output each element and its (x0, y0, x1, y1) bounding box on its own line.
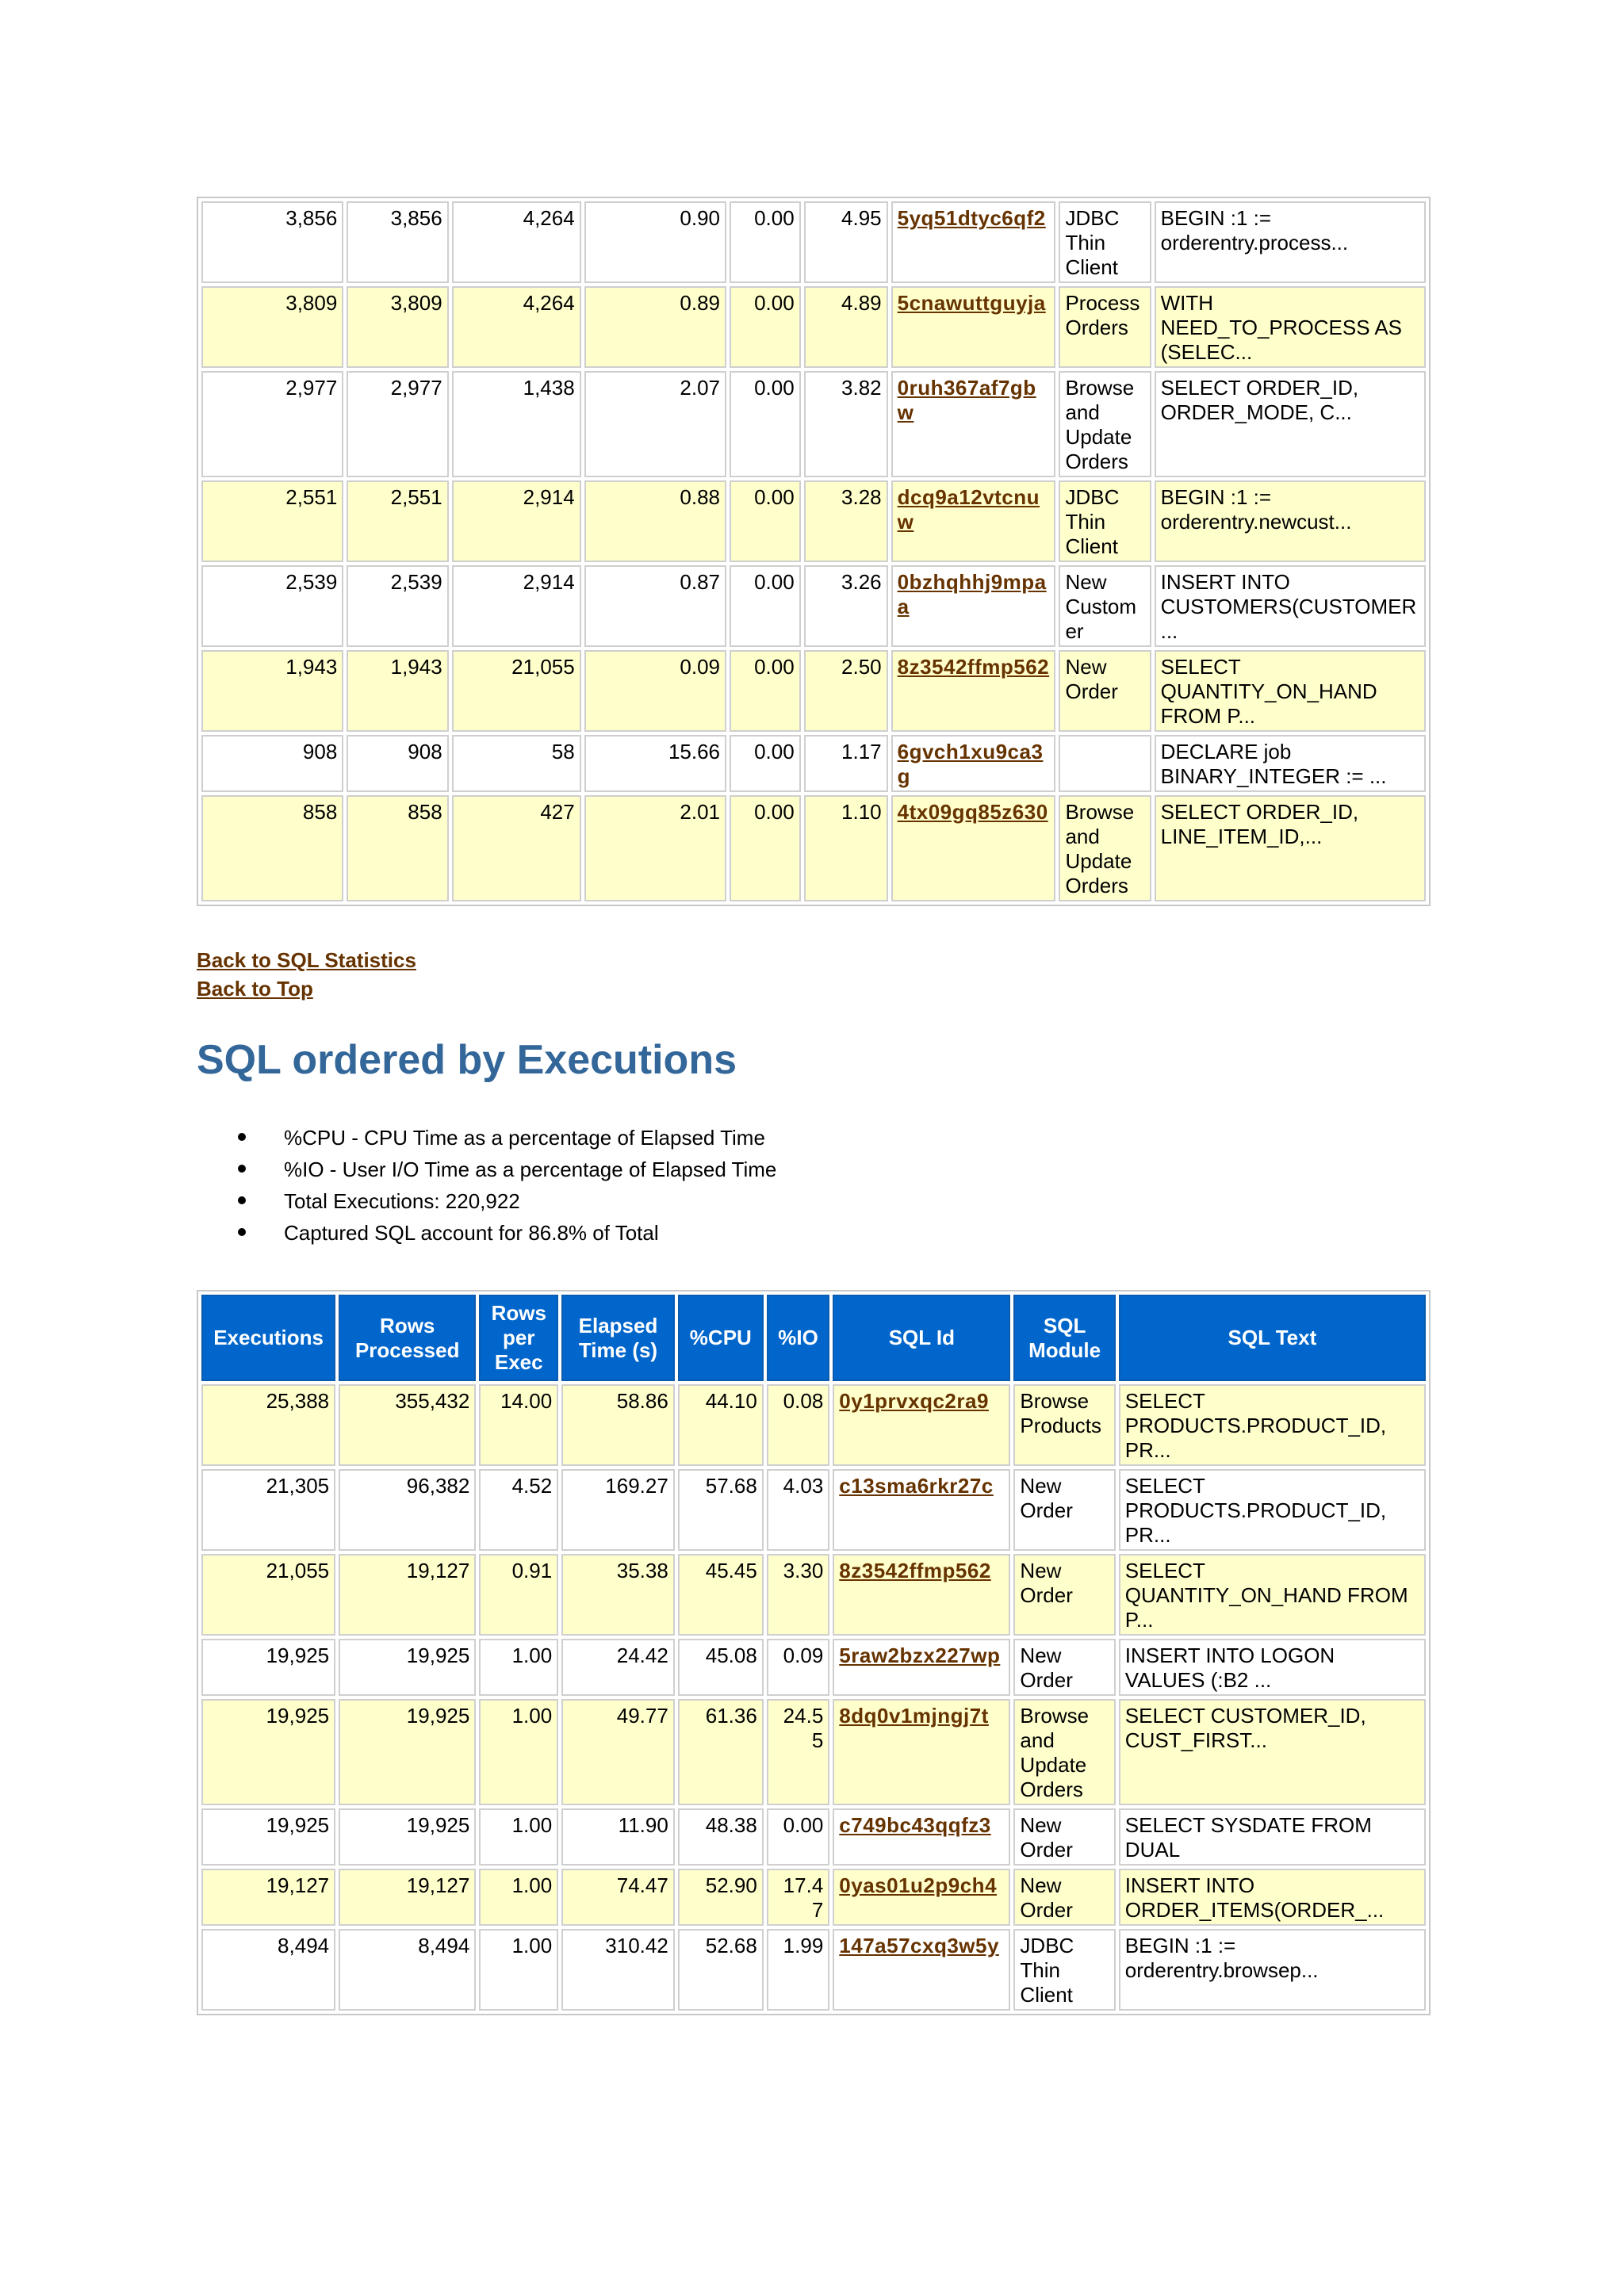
rows-processed-cell: 19,127 (339, 1869, 476, 1926)
executions-cell: 21,055 (201, 1554, 335, 1636)
table-row (201, 735, 1426, 792)
executions-cell: 19,925 (201, 1808, 335, 1866)
table-row (201, 1469, 1426, 1551)
sql-module-cell: Browse and Update Orders (1059, 795, 1151, 901)
io-cell: 0.08 (767, 1384, 829, 1466)
table-row (201, 1929, 1426, 2011)
sql-id-cell (833, 1699, 1010, 1805)
table-cell: 0.87 (584, 565, 726, 647)
table-cell: 1,943 (201, 650, 343, 732)
table-cell: 3.82 (804, 371, 888, 477)
sql-module-cell: Process Orders (1059, 286, 1151, 368)
sql-id-cell (833, 1384, 1010, 1466)
list-item: %IO - User I/O Time as a percentage of Elapsed Time (284, 1154, 1431, 1185)
table-cell: 58 (452, 735, 581, 792)
executions-cell: 25,388 (201, 1384, 335, 1466)
table-cell: 858 (201, 795, 343, 901)
header-row (201, 1295, 1426, 1381)
io-cell: 1.99 (767, 1929, 829, 2011)
sql-text-cell: BEGIN :1 := orderentry.process... (1155, 201, 1426, 283)
rows-processed-cell: 19,925 (339, 1639, 476, 1696)
sql-id-cell (891, 286, 1056, 368)
table-header (201, 1295, 1426, 1381)
sql-id-cell (833, 1554, 1010, 1636)
table-row (201, 201, 1426, 283)
elapsed-cell: 310.42 (561, 1929, 675, 2011)
table-cell: 0.90 (584, 201, 726, 283)
sql-id-cell (891, 201, 1056, 283)
sql-text-cell: SELECT PRODUCTS.PRODUCT_ID, PR... (1119, 1469, 1426, 1551)
back-to-top-link[interactable]: Back to Top (197, 977, 313, 1001)
table-cell: 4,264 (452, 201, 581, 283)
header-rows-processed[interactable]: Rows Processed (339, 1295, 476, 1381)
sql-id-cell (891, 650, 1056, 732)
sql-text-cell: WITH NEED_TO_PROCESS AS (SELEC... (1155, 286, 1426, 368)
sql-by-executions-table (197, 1290, 1431, 2015)
table-cell: 4.95 (804, 201, 888, 283)
sql-module-cell: New Order (1013, 1639, 1115, 1696)
table-cell: 2.01 (584, 795, 726, 901)
sql-text-cell: SELECT QUANTITY_ON_HAND FROM P... (1155, 650, 1426, 732)
sql-module-cell: Browse and Update Orders (1059, 371, 1151, 477)
cpu-cell: 61.36 (678, 1699, 764, 1805)
table-cell: 3.26 (804, 565, 888, 647)
sql-id-link[interactable]: c13sma6rkr27c (839, 1474, 994, 1498)
elapsed-cell: 35.38 (561, 1554, 675, 1636)
table-row (201, 371, 1426, 477)
table-cell: 2,977 (201, 371, 343, 477)
sql-module-cell: New Order (1013, 1808, 1115, 1866)
executions-cell: 19,127 (201, 1869, 335, 1926)
elapsed-cell: 11.90 (561, 1808, 675, 1866)
table-cell: 4.89 (804, 286, 888, 368)
table-cell: 427 (452, 795, 581, 901)
table-cell: 2,914 (452, 565, 581, 647)
table-cell: 1,943 (347, 650, 448, 732)
sql-id-cell (891, 565, 1056, 647)
rows-per-exec-cell: 1.00 (479, 1639, 558, 1696)
sql-module-cell: JDBC Thin Client (1059, 201, 1151, 283)
sql-id-link[interactable]: dcq9a12vtcnuw (897, 485, 1040, 534)
table-row (201, 650, 1426, 732)
rows-processed-cell: 19,127 (339, 1554, 476, 1636)
section-title: SQL ordered by Executions (197, 1037, 737, 1083)
table-cell: 2.07 (584, 371, 726, 477)
sql-id-link[interactable]: 8z3542ffmp562 (897, 655, 1050, 679)
sql-id-cell (833, 1469, 1010, 1551)
table-cell: 2.50 (804, 650, 888, 732)
rows-per-exec-cell: 0.91 (479, 1554, 558, 1636)
sql-text-cell: INSERT INTO CUSTOMERS(CUSTOMER... (1155, 565, 1426, 647)
io-cell: 0.00 (767, 1808, 829, 1866)
rows-processed-cell: 8,494 (339, 1929, 476, 2011)
sql-module-cell: New Order (1013, 1469, 1115, 1551)
sql-module-cell: Browse Products (1013, 1384, 1115, 1466)
rows-processed-cell: 19,925 (339, 1808, 476, 1866)
header-cpu[interactable]: %CPU (678, 1295, 764, 1381)
header-rows-per-exec[interactable]: Rows per Exec (479, 1295, 558, 1381)
sql-text-cell: SELECT PRODUCTS.PRODUCT_ID, PR... (1119, 1384, 1426, 1466)
header-elapsed-time[interactable]: Elapsed Time (s) (561, 1295, 675, 1381)
sql-id-link[interactable]: 147a57cxq3w5y (839, 1934, 999, 1957)
table-row (201, 1808, 1426, 1866)
sql-text-cell: BEGIN :1 := orderentry.newcust... (1155, 480, 1426, 562)
sql-text-cell: SELECT CUSTOMER_ID, CUST_FIRST... (1119, 1699, 1426, 1805)
sql-stats-table-continued (197, 197, 1431, 906)
executions-cell: 21,305 (201, 1469, 335, 1551)
table-row (201, 286, 1426, 368)
elapsed-cell: 49.77 (561, 1699, 675, 1805)
sql-id-cell (891, 480, 1056, 562)
sql-id-link[interactable]: 5yq51dtyc6qf2 (897, 206, 1046, 230)
sql-module-cell: New Order (1013, 1554, 1115, 1636)
sql-id-link[interactable]: 5cnawuttguyja (897, 291, 1046, 315)
nav-links (197, 946, 1431, 1003)
table-cell: 1.10 (804, 795, 888, 901)
sql-text-cell: DECLARE job BINARY_INTEGER := ... (1155, 735, 1426, 792)
executions-table-body (201, 1384, 1426, 2011)
sql-id-link[interactable]: 8dq0v1mjngj7t (839, 1704, 989, 1728)
rows-per-exec-cell: 1.00 (479, 1929, 558, 2011)
rows-per-exec-cell: 1.00 (479, 1869, 558, 1926)
sql-id-link[interactable]: 4tx09gq85z630 (897, 800, 1048, 824)
cpu-cell: 45.08 (678, 1639, 764, 1696)
table-cell: 0.00 (730, 201, 801, 283)
table-row (201, 480, 1426, 562)
table-cell: 0.00 (730, 565, 801, 647)
list-item: Total Executions: 220,922 (284, 1185, 1431, 1217)
io-cell: 3.30 (767, 1554, 829, 1636)
sql-module-cell: Browse and Update Orders (1013, 1699, 1115, 1805)
sql-id-link[interactable]: 0yas01u2p9ch4 (839, 1873, 998, 1897)
table-cell: 3,856 (201, 201, 343, 283)
rows-per-exec-cell: 1.00 (479, 1699, 558, 1805)
sql-text-cell: SELECT ORDER_ID, LINE_ITEM_ID,... (1155, 795, 1426, 901)
sql-id-cell (833, 1639, 1010, 1696)
table-cell: 0.00 (730, 286, 801, 368)
elapsed-cell: 24.42 (561, 1639, 675, 1696)
table-cell: 0.00 (730, 371, 801, 477)
sql-id-link[interactable]: c749bc43qqfz3 (839, 1813, 991, 1837)
rows-per-exec-cell: 4.52 (479, 1469, 558, 1551)
table-cell: 1.17 (804, 735, 888, 792)
table-cell: 3,809 (347, 286, 448, 368)
executions-cell: 8,494 (201, 1929, 335, 2011)
io-cell: 24.55 (767, 1699, 829, 1805)
sql-id-cell (891, 735, 1056, 792)
sql-id-link[interactable]: 5raw2bzx227wp (839, 1644, 1001, 1667)
table-cell: 0.00 (730, 795, 801, 901)
table-cell: 908 (347, 735, 448, 792)
header-sql-id[interactable]: SQL Id (833, 1295, 1010, 1381)
cpu-cell: 52.90 (678, 1869, 764, 1926)
rows-per-exec-cell: 14.00 (479, 1384, 558, 1466)
table-row (201, 1699, 1426, 1805)
sql-module-cell: JDBC Thin Client (1013, 1929, 1115, 2011)
header-io[interactable]: %IO (767, 1295, 829, 1381)
executions-cell: 19,925 (201, 1639, 335, 1696)
table-cell: 2,539 (347, 565, 448, 647)
rows-processed-cell: 355,432 (339, 1384, 476, 1466)
header-sql-module[interactable]: SQL Module (1013, 1295, 1115, 1381)
sql-module-cell: New Order (1059, 650, 1151, 732)
elapsed-cell: 169.27 (561, 1469, 675, 1551)
sql-id-cell (891, 371, 1056, 477)
sql-id-link[interactable]: 0y1prvxqc2ra9 (839, 1389, 989, 1413)
io-cell: 17.47 (767, 1869, 829, 1926)
table-row (201, 1869, 1426, 1926)
sql-id-cell (833, 1929, 1010, 2011)
sql-stats-table-body (201, 201, 1426, 901)
sql-text-cell: BEGIN :1 := orderentry.browsep... (1119, 1929, 1426, 2011)
sql-id-link[interactable]: 0bzhqhhj9mpaa (897, 570, 1047, 618)
cpu-cell: 52.68 (678, 1929, 764, 2011)
table-cell: 3.28 (804, 480, 888, 562)
table-cell: 1,438 (452, 371, 581, 477)
table-cell: 0.00 (730, 650, 801, 732)
header-executions[interactable]: Executions (201, 1295, 335, 1381)
elapsed-cell: 74.47 (561, 1869, 675, 1926)
table-cell: 15.66 (584, 735, 726, 792)
sql-module-cell (1059, 735, 1151, 792)
sql-id-cell (891, 795, 1056, 901)
sql-module-cell: JDBC Thin Client (1059, 480, 1151, 562)
back-to-sql-statistics-link[interactable]: Back to SQL Statistics (197, 948, 416, 972)
sql-id-link[interactable]: 8z3542ffmp562 (839, 1559, 991, 1582)
table-cell: 4,264 (452, 286, 581, 368)
cpu-cell: 57.68 (678, 1469, 764, 1551)
table-cell: 0.09 (584, 650, 726, 732)
table-cell: 0.88 (584, 480, 726, 562)
rows-processed-cell: 96,382 (339, 1469, 476, 1551)
table-cell: 0.00 (730, 480, 801, 562)
table-cell: 2,551 (201, 480, 343, 562)
table-row (201, 1639, 1426, 1696)
rows-processed-cell: 19,925 (339, 1699, 476, 1805)
sql-text-cell: INSERT INTO ORDER_ITEMS(ORDER_... (1119, 1869, 1426, 1926)
table-cell: 2,551 (347, 480, 448, 562)
io-cell: 4.03 (767, 1469, 829, 1551)
io-cell: 0.09 (767, 1639, 829, 1696)
table-row (201, 1384, 1426, 1466)
report-content (197, 197, 1431, 2015)
header-sql-text[interactable]: SQL Text (1119, 1295, 1426, 1381)
sql-id-cell (833, 1869, 1010, 1926)
sql-text-cell: SELECT ORDER_ID, ORDER_MODE, C... (1155, 371, 1426, 477)
table-cell: 2,539 (201, 565, 343, 647)
elapsed-cell: 58.86 (561, 1384, 675, 1466)
sql-text-cell: INSERT INTO LOGON VALUES (:B2 ... (1119, 1639, 1426, 1696)
list-item: Captured SQL account for 86.8% of Total (284, 1217, 1431, 1249)
table-cell: 21,055 (452, 650, 581, 732)
table-cell: 0.00 (730, 735, 801, 792)
table-cell: 908 (201, 735, 343, 792)
executions-cell: 19,925 (201, 1699, 335, 1805)
sql-text-cell: SELECT QUANTITY_ON_HAND FROM P... (1119, 1554, 1426, 1636)
table-cell: 3,809 (201, 286, 343, 368)
table-row (201, 1554, 1426, 1636)
table-cell: 2,977 (347, 371, 448, 477)
table-cell: 3,856 (347, 201, 448, 283)
cpu-cell: 48.38 (678, 1808, 764, 1866)
table-cell: 0.89 (584, 286, 726, 368)
sql-module-cell: New Customer (1059, 565, 1151, 647)
table-row (201, 565, 1426, 647)
sql-text-cell: SELECT SYSDATE FROM DUAL (1119, 1808, 1426, 1866)
cpu-cell: 44.10 (678, 1384, 764, 1466)
sql-id-link[interactable]: 6gvch1xu9ca3g (897, 740, 1044, 788)
notes-list (197, 1122, 1431, 1249)
rows-per-exec-cell: 1.00 (479, 1808, 558, 1866)
list-item: %CPU - CPU Time as a percentage of Elapsed Time (284, 1122, 1431, 1154)
sql-id-link[interactable]: 0ruh367af7gbw (897, 376, 1036, 424)
sql-id-cell (833, 1808, 1010, 1866)
table-cell: 2,914 (452, 480, 581, 562)
table-cell: 858 (347, 795, 448, 901)
table-row (201, 795, 1426, 901)
sql-module-cell: New Order (1013, 1869, 1115, 1926)
cpu-cell: 45.45 (678, 1554, 764, 1636)
